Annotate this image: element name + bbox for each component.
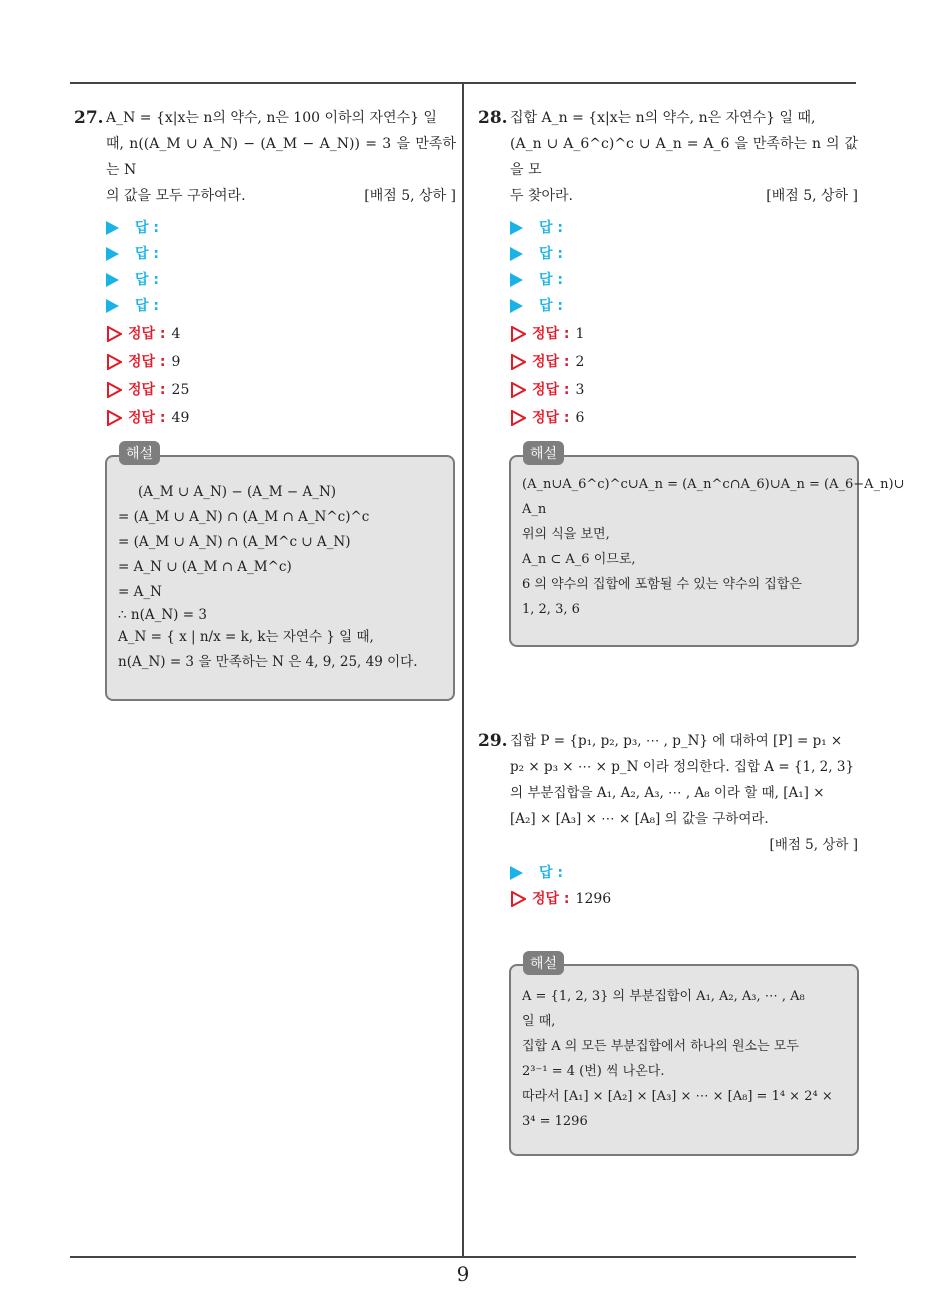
explanation-line: 따라서 [A₁] × [A₂] × [A₃] × ⋯ × [A₈] = 1⁴ × 2⁴ × — [522, 1089, 833, 1104]
correct-answer — [74, 405, 456, 433]
explanation-line: (A_M ∪ A_N) − (A_M − A_N) — [138, 484, 337, 500]
correct-answer — [478, 405, 858, 433]
explanation-tag: 해설 — [523, 951, 564, 975]
correct-label: 정답 : — [128, 354, 166, 370]
correct-answer — [74, 321, 456, 349]
correct-value: 1296 — [575, 891, 612, 907]
question-line: 의 부분집합을 A₁, A₂, A₃, ⋯ , A₈ 이라 할 때, [A₁] × — [510, 785, 825, 801]
answer-label: 답 : — [539, 298, 563, 314]
outline-triangle-icon — [106, 326, 122, 342]
question-29 — [478, 728, 858, 914]
question-line: 두 찾아라. — [510, 188, 573, 204]
question-number: 27. — [74, 108, 104, 128]
explanation-line: 위의 식을 보면, — [522, 527, 610, 542]
column-divider — [462, 82, 464, 1257]
question-line: [A₂] × [A₃] × ⋯ × [A₈] 의 값을 구하여라. — [510, 811, 769, 827]
question-line: 의 값을 모두 구하여라. — [106, 188, 246, 204]
explanation-line: A = {1, 2, 3} 의 부분집합이 A₁, A₂, A₃, ⋯ , A₈ — [522, 989, 805, 1004]
correct-label: 정답 : — [128, 410, 166, 426]
correct-answer — [74, 349, 456, 377]
explanation-line: A_n — [522, 502, 547, 517]
question-line: (A_n ∪ A_6^c)^c ∪ A_n = A_6 을 만족하는 n 의 값을 모 — [510, 136, 858, 178]
outline-triangle-icon — [510, 410, 526, 426]
correct-value: 49 — [171, 410, 190, 426]
play-triangle-icon — [510, 221, 523, 235]
play-triangle-icon — [106, 221, 119, 235]
explanation-line: (A_n∪A_6^c)^c∪A_n = (A_n^c∩A_6)∪A_n = (A_6−A_n)∪ — [522, 477, 905, 492]
explanation-line: 1, 2, 3, 6 — [522, 602, 580, 617]
score-label: [배점 5, 상하 ] — [766, 188, 858, 204]
correct-answer — [478, 321, 858, 349]
answer-label: 답 : — [135, 246, 159, 262]
correct-label: 정답 : — [532, 354, 570, 370]
explanation-line: = A_N ∪ (A_M ∩ A_M^c) — [118, 559, 292, 575]
explanation-line: = A_N — [118, 584, 162, 600]
explanation-line: ∴ n(A_N) = 3 — [118, 607, 207, 623]
question-text — [478, 105, 858, 209]
correct-value: 1 — [575, 326, 585, 342]
question-text — [478, 728, 858, 858]
answer-label: 답 : — [539, 220, 563, 236]
correct-value: 2 — [575, 354, 585, 370]
explanation-line: n(A_N) = 3 을 만족하는 N 은 4, 9, 25, 49 이다. — [118, 654, 418, 670]
answer-slot[interactable] — [478, 293, 858, 319]
answer-label: 답 : — [135, 298, 159, 314]
explanation-line: A_N = { x | n/x = k, k는 자연수 } 일 때, — [118, 629, 374, 645]
answer-slot[interactable] — [74, 267, 456, 293]
play-triangle-icon — [510, 299, 523, 313]
answer-label: 답 : — [539, 246, 563, 262]
answer-slot[interactable] — [478, 267, 858, 293]
answer-label: 답 : — [135, 272, 159, 288]
explanation-line: 일 때, — [522, 1014, 556, 1029]
correct-label: 정답 : — [532, 382, 570, 398]
outline-triangle-icon — [510, 382, 526, 398]
play-triangle-icon — [106, 273, 119, 287]
correct-value: 6 — [575, 410, 585, 426]
answer-label: 답 : — [135, 220, 159, 236]
answer-slot[interactable] — [478, 215, 858, 241]
score-label: [배점 5, 상하 ] — [364, 188, 456, 204]
score-label: [배점 5, 상하 ] — [769, 837, 858, 853]
explanation-body-27 — [118, 480, 418, 675]
play-triangle-icon — [510, 273, 523, 287]
correct-value: 9 — [171, 354, 181, 370]
explanation-body-28 — [522, 472, 904, 622]
question-line: 집합 A_n = {x|x는 n의 약수, n은 자연수} 일 때, — [510, 110, 816, 126]
bottom-rule — [70, 1256, 856, 1258]
play-triangle-icon — [106, 247, 119, 261]
correct-value: 4 — [171, 326, 181, 342]
explanation-line: = (A_M ∪ A_N) ∩ (A_M^c ∪ A_N) — [118, 534, 351, 550]
outline-triangle-icon — [510, 354, 526, 370]
explanation-tag: 해설 — [523, 441, 564, 465]
question-line: p₂ × p₃ × ⋯ × p_N 이라 정의한다. 집합 A = {1, 2, 3} — [510, 759, 855, 775]
play-triangle-icon — [106, 299, 119, 313]
correct-answer — [478, 886, 858, 914]
outline-triangle-icon — [106, 354, 122, 370]
explanation-line: 6 의 약수의 집합에 포함될 수 있는 약수의 집합은 — [522, 577, 802, 592]
explanation-tag: 해설 — [119, 441, 160, 465]
correct-label: 정답 : — [128, 326, 166, 342]
explanation-line: 집합 A 의 모든 부분집합에서 하나의 원소는 모두 — [522, 1039, 799, 1054]
explanation-line: A_n ⊂ A_6 이므로, — [522, 552, 636, 567]
correct-answer — [478, 349, 858, 377]
answer-slot[interactable] — [478, 860, 858, 886]
correct-answer — [478, 377, 858, 405]
correct-label: 정답 : — [532, 410, 570, 426]
answer-slot[interactable] — [74, 293, 456, 319]
answer-slot[interactable] — [74, 215, 456, 241]
answer-slot[interactable] — [74, 241, 456, 267]
play-triangle-icon — [510, 866, 523, 880]
outline-triangle-icon — [106, 410, 122, 426]
answer-label: 답 : — [539, 865, 563, 881]
outline-triangle-icon — [510, 326, 526, 342]
correct-value: 3 — [575, 382, 585, 398]
play-triangle-icon — [510, 247, 523, 261]
explanation-line: = (A_M ∪ A_N) ∩ (A_M ∩ A_N^c)^c — [118, 509, 370, 525]
correct-label: 정답 : — [128, 382, 166, 398]
question-27 — [74, 105, 456, 433]
correct-label: 정답 : — [532, 326, 570, 342]
question-number: 29. — [478, 731, 508, 751]
explanation-line: 3⁴ = 1296 — [522, 1114, 588, 1129]
answer-label: 답 : — [539, 272, 563, 288]
question-line: 집합 P = {p₁, p₂, p₃, ⋯ , p_N} 에 대하여 [P] = p₁ × — [510, 733, 843, 749]
question-line: 때, n((A_M ∪ A_N) − (A_M − A_N)) = 3 을 만족하는 N — [106, 136, 456, 178]
question-28 — [478, 105, 858, 433]
answer-slot[interactable] — [478, 241, 858, 267]
question-line: A_N = {x|x는 n의 약수, n은 100 이하의 자연수} 일 — [106, 110, 437, 126]
outline-triangle-icon — [106, 382, 122, 398]
explanation-line: 2³⁻¹ = 4 (번) 씩 나온다. — [522, 1064, 665, 1079]
outline-triangle-icon — [510, 891, 526, 907]
correct-answer — [74, 377, 456, 405]
explanation-body-29 — [522, 984, 833, 1134]
page-number: 9 — [456, 1262, 470, 1286]
question-number: 28. — [478, 108, 508, 128]
correct-value: 25 — [171, 382, 190, 398]
question-text — [74, 105, 456, 209]
correct-label: 정답 : — [532, 891, 570, 907]
